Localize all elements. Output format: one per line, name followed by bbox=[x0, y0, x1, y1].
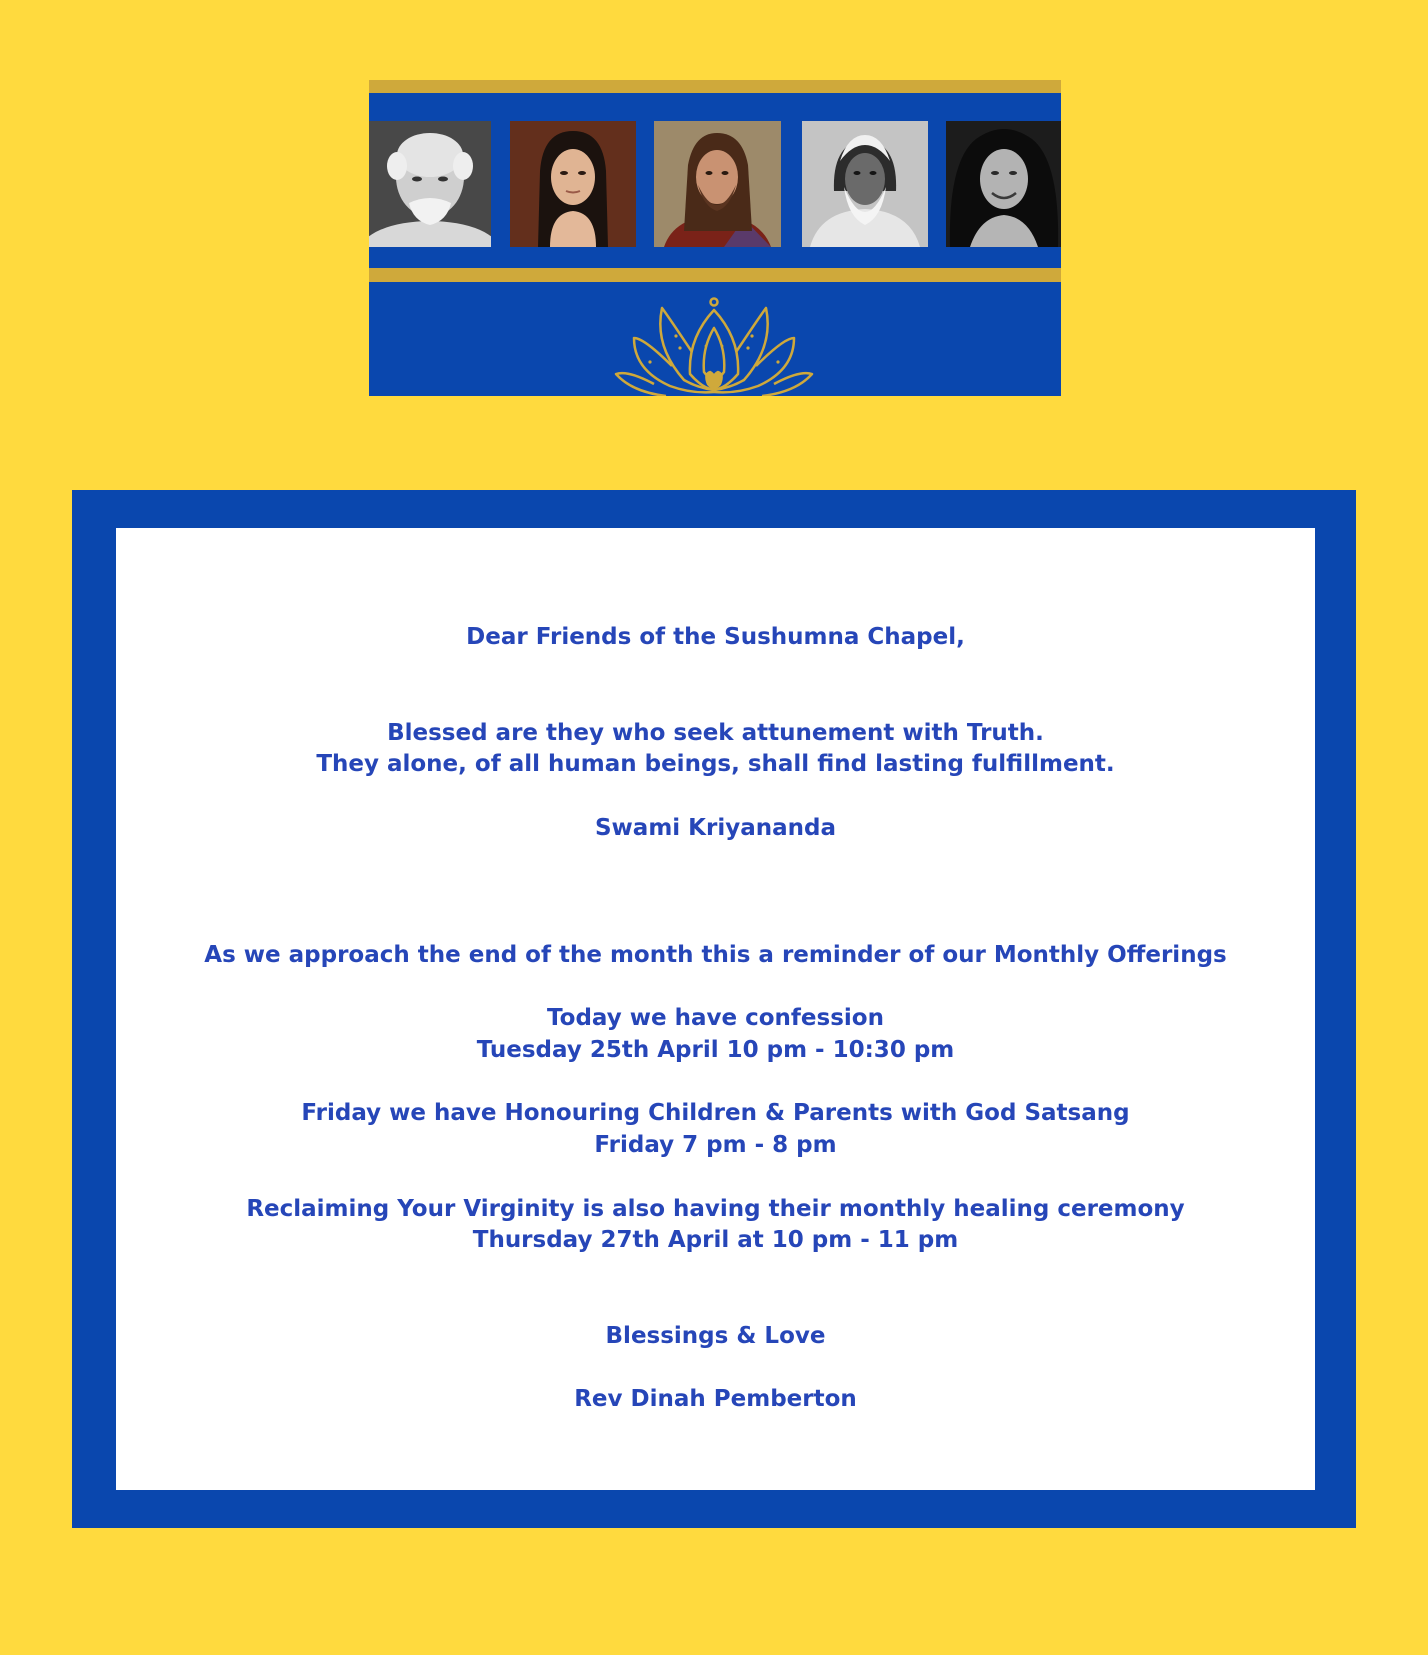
header-banner bbox=[369, 80, 1061, 396]
quote-line-1: Blessed are they who seek attunement with Truth. bbox=[387, 720, 1044, 746]
event-3-title: Reclaiming Your Virginity is also having their monthly healing ceremony bbox=[246, 1196, 1185, 1222]
gold-strip-bottom bbox=[369, 268, 1061, 282]
quote-author: Swami Kriyananda bbox=[594, 815, 836, 841]
event-2-time: Friday 7 pm - 8 pm bbox=[594, 1132, 837, 1158]
greeting: Dear Friends of the Sushumna Chapel, bbox=[466, 624, 965, 650]
lotus-icon bbox=[614, 288, 814, 396]
gold-strip-top bbox=[369, 80, 1061, 93]
portrait-smiling-long-haired-figure-icon bbox=[946, 121, 1061, 247]
closing: Blessings & Love bbox=[605, 1323, 826, 1349]
letter-frame bbox=[72, 490, 1356, 1528]
signature: Rev Dinah Pemberton bbox=[574, 1386, 857, 1412]
portrait-bald-bearded-elder-icon bbox=[369, 121, 491, 247]
letter-card bbox=[116, 528, 1315, 1490]
quote-line-2: They alone, of all human beings, shall find lasting fulfillment. bbox=[316, 751, 1115, 777]
intro-text: As we approach the end of the month this a reminder of our Monthly Offerings bbox=[204, 942, 1227, 968]
portrait-long-haired-youth-icon bbox=[510, 121, 636, 247]
portrait-white-bearded-elder-icon bbox=[802, 121, 928, 247]
event-1-title: Today we have confession bbox=[547, 1005, 884, 1031]
portrait-bearded-robed-figure-icon bbox=[654, 121, 781, 247]
event-2-title: Friday we have Honouring Children & Parents with God Satsang bbox=[301, 1100, 1130, 1126]
event-3-time: Thursday 27th April at 10 pm - 11 pm bbox=[472, 1227, 959, 1253]
event-1-time: Tuesday 25th April 10 pm - 10:30 pm bbox=[476, 1037, 955, 1063]
